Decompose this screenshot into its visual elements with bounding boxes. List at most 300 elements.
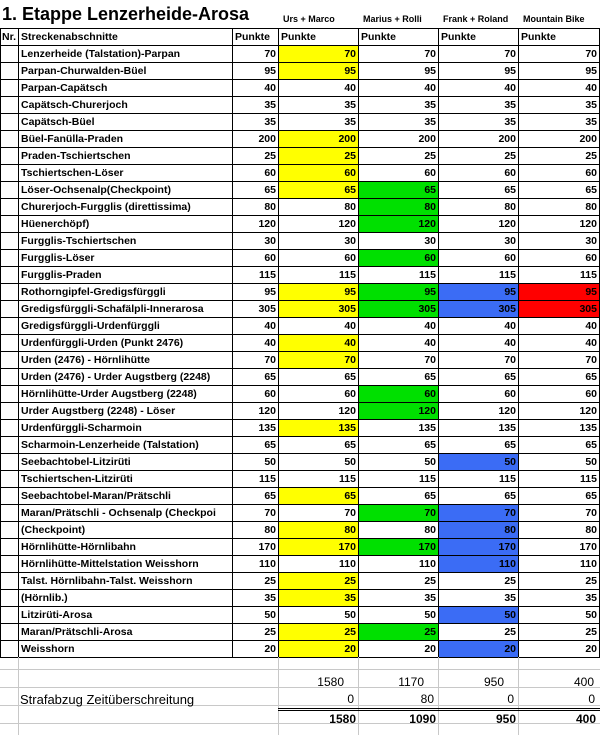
row-number-cell [1,182,19,199]
team-points-cell: 20 [439,641,519,658]
team-points-cell: 35 [359,590,439,607]
team-points-cell: 40 [519,318,600,335]
table-row [1,488,600,505]
row-number-cell [1,301,19,318]
team-points-cell: 170 [519,539,600,556]
team-points-cell: 115 [439,267,519,284]
section-name: (Hörnlib.) [19,590,233,607]
penalty-3: 0 [588,692,595,706]
team-points-cell: 80 [279,199,359,216]
team-points-cell: 25 [439,573,519,590]
header-points: Punkte [233,29,279,46]
team-points-cell: 65 [359,437,439,454]
row-number-cell [1,369,19,386]
table-row [1,522,600,539]
total-3: 400 [575,712,596,726]
row-number-cell [1,437,19,454]
header-team-points: Punkte [519,29,600,46]
section-points: 40 [233,335,279,352]
subtotal-2: 950 [483,675,504,689]
section-name: Rothorngipfel-Gredigsfürggli [19,284,233,301]
table-row [1,80,600,97]
section-name: Weisshorn [19,641,233,658]
table-row [1,63,600,80]
team-points-cell: 35 [439,114,519,131]
table-row [1,301,600,318]
row-number-cell [1,97,19,114]
team-points-cell: 120 [279,216,359,233]
team-points-cell: 80 [359,522,439,539]
row-number-cell [1,80,19,97]
team-points-cell: 35 [359,97,439,114]
section-name: Furgglis-Praden [19,267,233,284]
header-team-points: Punkte [279,29,359,46]
section-name: Urdenfürggli-Scharmoin [19,420,233,437]
team-points-cell: 80 [439,522,519,539]
team-points-cell: 25 [279,624,359,641]
section-name: Seebachtobel-Maran/Prätschli [19,488,233,505]
header-team-points: Punkte [439,29,519,46]
row-number-cell [1,318,19,335]
team-points-cell: 135 [439,420,519,437]
team-points-cell: 35 [279,114,359,131]
table-row [1,403,600,420]
team-points-cell: 65 [359,488,439,505]
section-points: 35 [233,97,279,114]
section-points: 80 [233,199,279,216]
table-row [1,114,600,131]
team-points-cell: 95 [519,63,600,80]
team-points-cell: 200 [439,131,519,148]
section-name: Hörnlihütte-Mittelstation Weisshorn [19,556,233,573]
total-line [278,708,600,709]
team-points-cell: 35 [439,97,519,114]
section-name: Capätsch-Büel [19,114,233,131]
penalty-2: 0 [507,692,514,706]
section-points: 60 [233,250,279,267]
team-points-cell: 65 [359,369,439,386]
row-number-cell [1,420,19,437]
team-points-cell: 65 [439,488,519,505]
team-points-cell: 115 [519,471,600,488]
team-header-3: Mountain Bike [523,14,585,24]
total-1: 1090 [409,712,436,726]
section-points: 65 [233,369,279,386]
row-number-cell [1,505,19,522]
section-points: 50 [233,454,279,471]
section-points: 65 [233,488,279,505]
team-points-cell: 30 [439,233,519,250]
table-row [1,369,600,386]
team-points-cell: 25 [439,148,519,165]
team-points-cell: 60 [439,250,519,267]
row-number-cell [1,590,19,607]
table-row [1,505,600,522]
row-number-cell [1,284,19,301]
row-number-cell [1,63,19,80]
team-points-cell: 40 [359,80,439,97]
section-points: 170 [233,539,279,556]
section-name: Praden-Tschiertschen [19,148,233,165]
section-points: 40 [233,318,279,335]
team-points-cell: 35 [519,114,600,131]
table-row [1,573,600,590]
team-points-cell: 80 [279,522,359,539]
team-points-cell: 25 [359,624,439,641]
team-points-cell: 70 [519,352,600,369]
team-points-cell: 60 [279,250,359,267]
row-number-cell [1,335,19,352]
table-row [1,97,600,114]
team-header-1: Marius + Rolli [363,14,422,24]
team-points-cell: 65 [519,437,600,454]
section-points: 95 [233,284,279,301]
team-points-cell: 120 [519,216,600,233]
row-number-cell [1,114,19,131]
row-number-cell [1,471,19,488]
team-points-cell: 200 [359,131,439,148]
team-points-cell: 95 [279,284,359,301]
team-points-cell: 65 [279,488,359,505]
section-name: (Checkpoint) [19,522,233,539]
team-points-cell: 40 [279,318,359,335]
subtotal-1: 1170 [398,675,424,689]
table-row [1,624,600,641]
penalty-label: Strafabzug Zeitüberschreitung [20,692,195,707]
row-number-cell [1,403,19,420]
team-points-cell: 25 [519,148,600,165]
row-number-cell [1,216,19,233]
team-points-cell: 110 [279,556,359,573]
team-points-cell: 95 [439,63,519,80]
row-number-cell [1,131,19,148]
team-points-cell: 40 [439,335,519,352]
team-points-cell: 60 [359,165,439,182]
team-points-cell: 65 [279,369,359,386]
penalty-0: 0 [347,692,354,706]
section-name: Urden (2476) - Hörnlihütte [19,352,233,369]
table-row [1,641,600,658]
section-name: Capätsch-Churerjoch [19,97,233,114]
section-points: 120 [233,216,279,233]
team-points-cell: 305 [439,301,519,318]
team-points-cell: 135 [359,420,439,437]
team-points-cell: 50 [439,607,519,624]
team-points-cell: 30 [359,233,439,250]
team-points-cell: 80 [519,522,600,539]
team-points-cell: 120 [279,403,359,420]
team-points-cell: 25 [359,148,439,165]
team-points-cell: 20 [279,641,359,658]
section-name: Litzirüti-Arosa [19,607,233,624]
section-points: 35 [233,590,279,607]
section-name: Maran/Prätschli - Ochsenalp (Checkpoi [19,505,233,522]
row-number-cell [1,165,19,182]
section-points: 115 [233,267,279,284]
table-row [1,437,600,454]
table-row [1,335,600,352]
section-name: Hörnlihütte-Urder Augstberg (2248) [19,386,233,403]
row-number-cell [1,352,19,369]
team-points-cell: 35 [439,590,519,607]
table-row [1,454,600,471]
section-name: Maran/Prätschli-Arosa [19,624,233,641]
team-points-cell: 60 [519,386,600,403]
team-points-cell: 65 [519,369,600,386]
sheet-title: 1. Etappe Lenzerheide-Arosa [2,4,250,24]
section-name: Urden (2476) - Urder Augstberg (2248) [19,369,233,386]
section-points: 305 [233,301,279,318]
team-points-cell: 30 [519,233,600,250]
section-points: 50 [233,607,279,624]
section-name: Parpan-Churwalden-Büel [19,63,233,80]
team-points-cell: 70 [439,46,519,63]
team-points-cell: 200 [279,131,359,148]
team-points-cell: 70 [519,46,600,63]
table-row [1,556,600,573]
team-points-cell: 200 [519,131,600,148]
section-points: 200 [233,131,279,148]
subtotal-0: 1580 [317,675,344,689]
team-points-cell: 65 [439,369,519,386]
section-points: 110 [233,556,279,573]
team-points-cell: 60 [439,386,519,403]
row-number-cell [1,454,19,471]
team-points-cell: 120 [359,403,439,420]
team-points-cell: 95 [359,63,439,80]
section-points: 95 [233,63,279,80]
team-points-cell: 50 [519,454,600,471]
team-points-cell: 20 [359,641,439,658]
team-points-cell: 135 [519,420,600,437]
section-name: Büel-Fanülla-Praden [19,131,233,148]
header-section: Streckenabschnitte [19,29,233,46]
section-name: Hüenerchöpf) [19,216,233,233]
team-points-cell: 25 [519,624,600,641]
table-row [1,131,600,148]
section-name: Furgglis-Tschiertschen [19,233,233,250]
section-name: Talst. Hörnlibahn-Talst. Weisshorn [19,573,233,590]
section-points: 70 [233,505,279,522]
header-team-points: Punkte [359,29,439,46]
section-name: Tschiertschen-Löser [19,165,233,182]
team-points-cell: 60 [519,250,600,267]
section-points: 60 [233,165,279,182]
table-row [1,216,600,233]
table-row [1,182,600,199]
team-points-cell: 30 [279,233,359,250]
points-table [0,28,600,658]
team-points-cell: 135 [279,420,359,437]
section-name: Gredigsfürggli-Urdenfürggli [19,318,233,335]
section-name: Gredigsfürggli-Schafälpli-Innerarosa [19,301,233,318]
team-points-cell: 95 [439,284,519,301]
team-points-cell: 70 [439,352,519,369]
team-points-cell: 115 [279,471,359,488]
team-points-cell: 110 [519,556,600,573]
team-points-cell: 70 [519,505,600,522]
team-points-cell: 170 [279,539,359,556]
team-points-cell: 70 [359,46,439,63]
team-points-cell: 120 [439,403,519,420]
team-points-cell: 35 [279,590,359,607]
table-row [1,471,600,488]
team-points-cell: 110 [359,556,439,573]
team-points-cell: 35 [519,97,600,114]
team-points-cell: 115 [279,267,359,284]
team-points-cell: 120 [519,403,600,420]
section-points: 135 [233,420,279,437]
total-0: 1580 [329,712,356,726]
team-points-cell: 50 [359,607,439,624]
team-points-cell: 35 [359,114,439,131]
team-points-cell: 25 [279,148,359,165]
team-points-cell: 95 [359,284,439,301]
section-points: 65 [233,437,279,454]
team-points-cell: 60 [519,165,600,182]
team-points-cell: 115 [439,471,519,488]
section-points: 25 [233,573,279,590]
table-row [1,539,600,556]
header-row [1,29,600,46]
section-points: 30 [233,233,279,250]
section-name: Hörnlihütte-Hörnlibahn [19,539,233,556]
team-points-cell: 50 [439,454,519,471]
row-number-cell [1,46,19,63]
team-points-cell: 60 [279,386,359,403]
team-points-cell: 115 [359,471,439,488]
team-points-cell: 80 [439,199,519,216]
total-2: 950 [495,712,516,726]
row-number-cell [1,641,19,658]
section-name: Seebachtobel-Litzirüti [19,454,233,471]
section-name: Scharmoin-Lenzerheide (Talstation) [19,437,233,454]
team-points-cell: 40 [359,335,439,352]
team-points-cell: 305 [519,301,600,318]
team-points-cell: 40 [519,335,600,352]
table-row [1,233,600,250]
team-points-cell: 65 [439,437,519,454]
team-points-cell: 115 [519,267,600,284]
team-points-cell: 25 [439,624,519,641]
team-points-cell: 95 [519,284,600,301]
table-row [1,420,600,437]
team-points-cell: 25 [279,573,359,590]
team-points-cell: 305 [279,301,359,318]
section-points: 25 [233,148,279,165]
team-points-cell: 65 [519,182,600,199]
row-number-cell [1,233,19,250]
team-points-cell: 70 [359,352,439,369]
row-number-cell [1,556,19,573]
team-points-cell: 70 [279,505,359,522]
team-points-cell: 70 [359,505,439,522]
section-points: 115 [233,471,279,488]
section-name: Parpan-Capätsch [19,80,233,97]
row-number-cell [1,539,19,556]
row-number-cell [1,624,19,641]
subtotal-3: 400 [573,675,594,689]
section-name: Urder Augstberg (2248) - Löser [19,403,233,420]
table-row [1,250,600,267]
team-points-cell: 70 [279,46,359,63]
row-number-cell [1,573,19,590]
team-points-cell: 65 [359,182,439,199]
table-row [1,148,600,165]
section-points: 70 [233,352,279,369]
table-row [1,199,600,216]
table-row [1,352,600,369]
row-number-cell [1,607,19,624]
section-points: 20 [233,641,279,658]
team-points-cell: 20 [519,641,600,658]
team-points-cell: 170 [439,539,519,556]
row-number-cell [1,148,19,165]
table-row [1,165,600,182]
team-points-cell: 25 [519,573,600,590]
team-points-cell: 80 [519,199,600,216]
section-points: 40 [233,80,279,97]
section-points: 80 [233,522,279,539]
row-number-cell [1,386,19,403]
section-name: Churerjoch-Furgglis (direttissima) [19,199,233,216]
team-points-cell: 70 [279,352,359,369]
section-name: Urdenfürggli-Urden (Punkt 2476) [19,335,233,352]
team-points-cell: 50 [279,607,359,624]
section-points: 120 [233,403,279,420]
team-points-cell: 65 [439,182,519,199]
team-points-cell: 120 [359,216,439,233]
team-points-cell: 65 [279,182,359,199]
team-points-cell: 60 [279,165,359,182]
team-points-cell: 60 [359,386,439,403]
section-points: 65 [233,182,279,199]
total-line [278,710,600,711]
section-points: 25 [233,624,279,641]
row-number-cell [1,522,19,539]
team-points-cell: 70 [439,505,519,522]
table-row [1,267,600,284]
team-points-cell: 65 [279,437,359,454]
team-points-cell: 40 [279,80,359,97]
section-name: Lenzerheide (Talstation)-Parpan [19,46,233,63]
section-name: Furgglis-Löser [19,250,233,267]
row-number-cell [1,267,19,284]
table-row [1,386,600,403]
row-number-cell [1,250,19,267]
section-points: 35 [233,114,279,131]
team-points-cell: 60 [359,250,439,267]
team-header-2: Frank + Roland [443,14,509,24]
team-points-cell: 95 [279,63,359,80]
team-points-cell: 40 [439,80,519,97]
team-points-cell: 25 [359,573,439,590]
team-points-cell: 50 [519,607,600,624]
team-points-cell: 115 [359,267,439,284]
row-number-cell [1,199,19,216]
team-points-cell: 305 [359,301,439,318]
table-row [1,46,600,63]
team-points-cell: 170 [359,539,439,556]
team-points-cell: 120 [439,216,519,233]
table-row [1,607,600,624]
team-points-cell: 50 [279,454,359,471]
team-points-cell: 80 [359,199,439,216]
team-points-cell: 65 [519,488,600,505]
section-points: 70 [233,46,279,63]
team-header-0: Urs + Marco [283,14,335,24]
team-points-cell: 110 [439,556,519,573]
